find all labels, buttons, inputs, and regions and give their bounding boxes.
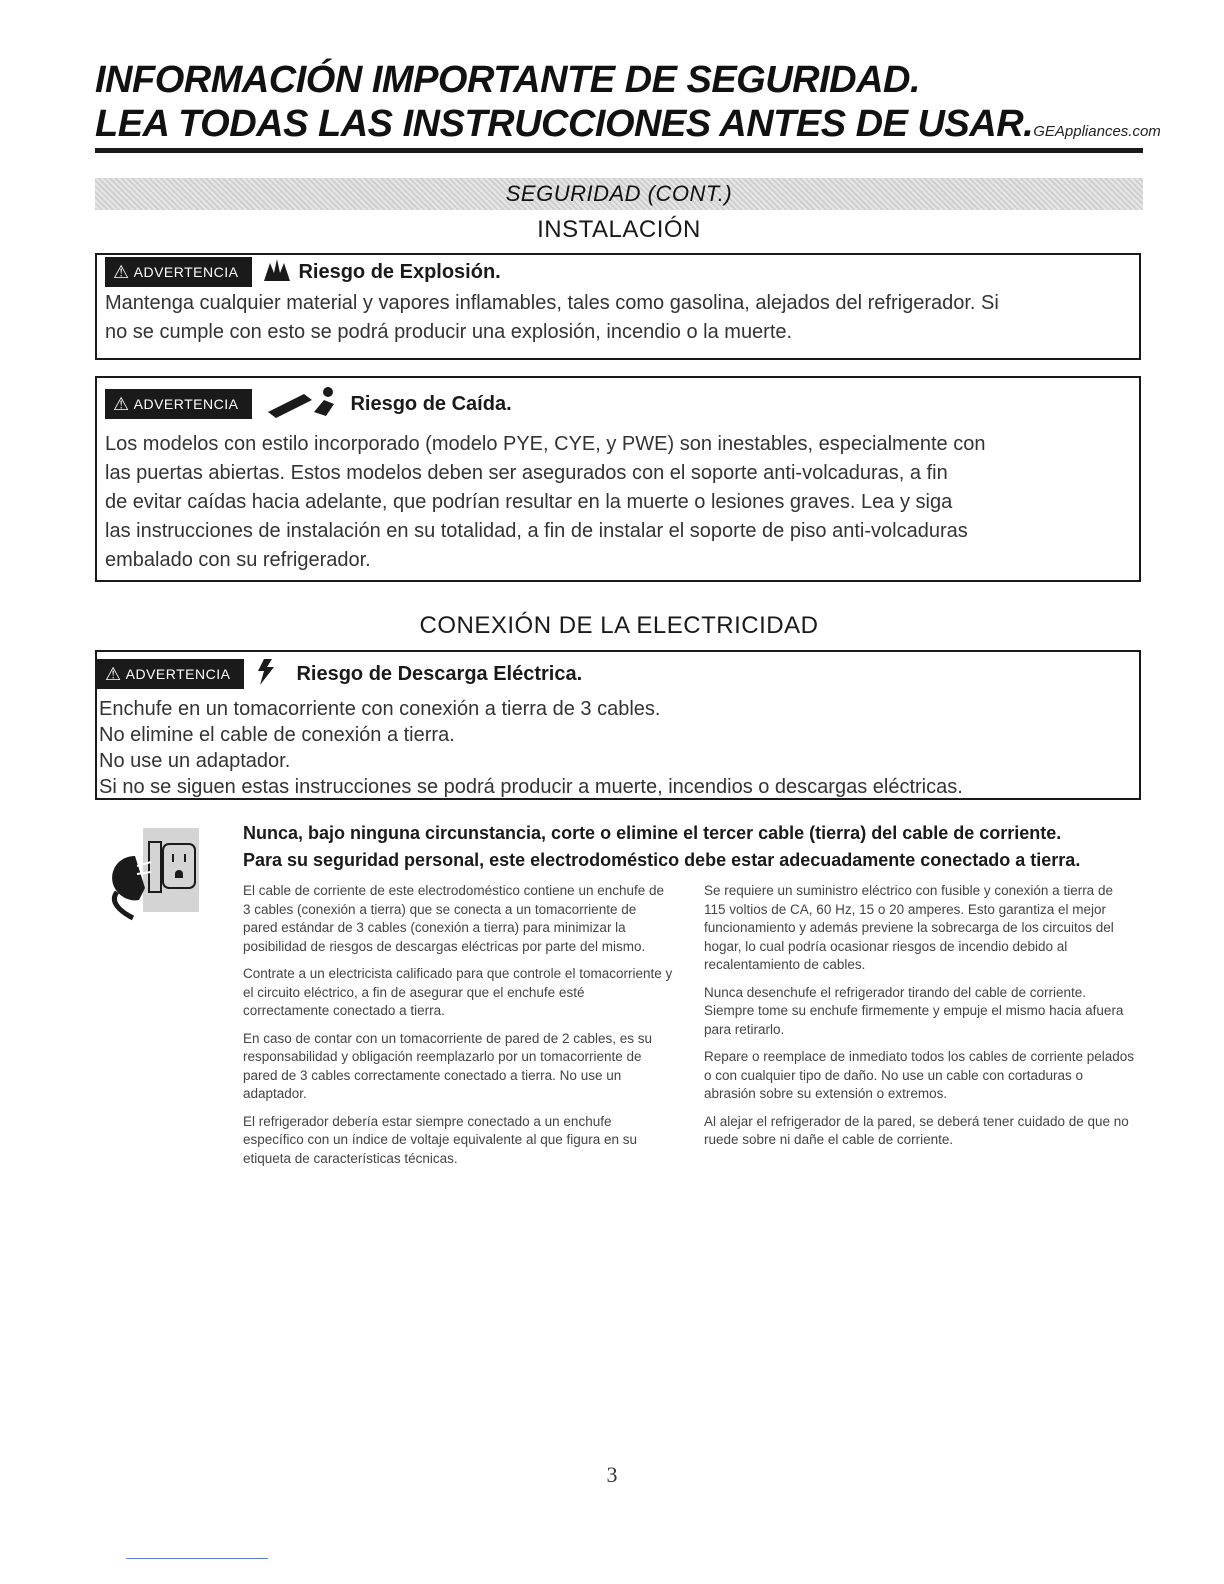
- warning-body: [97, 696, 1139, 806]
- warning-line: de evitar caídas hacia adelante, que podrían resultar en la muerte o lesiones graves. Lea y siga: [105, 491, 953, 513]
- warning-badge-label: ADVERTENCIA: [125, 666, 231, 682]
- section-band: [95, 178, 1143, 210]
- page-title-line2: LEA TODAS LAS INSTRUCCIONES ANTES DE USAR.: [95, 103, 1034, 145]
- warning-line: Si no se siguen estas instrucciones se podrá producir a muerte, incendios o descargas eléctricas.: [99, 776, 963, 798]
- warning-title: Riesgo de Caída.: [350, 392, 512, 415]
- warning-line: No elimine el cable de conexión a tierra.: [99, 724, 455, 746]
- paragraph: Repare o reemplace de inmediato todos los cables de corriente pelados o con cualquier tipo de daño. No use un cable con cortaduras o abrasión sobre su extensión o extremos.: [704, 1049, 1135, 1101]
- paragraph: El cable de corriente de este electrodoméstico contiene un enchufe de 3 cables (conexión a tierra) que se conecta a un tomacorriente de pared estándar de 3 cables (conexión a tierra) para minimizar la posibilidad de riesgos de descargas eléctricas por parte del mismo.: [243, 883, 665, 954]
- warning-triangle-icon: ⚠: [113, 262, 130, 282]
- warning-body: [97, 289, 1139, 353]
- paragraph: Contrate a un electricista calificado para que controle el tomacorriente y el circuito eléctrico, a fin de asegurar que el enchufe esté correctamente conectado a tierra.: [243, 966, 673, 1018]
- warning-badge-label: ADVERTENCIA: [133, 264, 239, 280]
- warning-line: las puertas abiertas. Estos modelos deben ser asegurados con el soporte anti-volcaduras, a fin: [105, 462, 948, 484]
- text-column-right: [704, 882, 1134, 1159]
- warning-header: [97, 378, 1139, 430]
- text-column-left: [243, 882, 673, 1177]
- paragraph: El refrigerador debería estar siempre conectado a un enchufe específico con un índice de voltaje equivalente al que figura en su etiqueta de características técnicas.: [243, 1113, 638, 1166]
- page-title-line1: INFORMACIÓN IMPORTANTE DE SEGURIDAD.: [95, 59, 921, 101]
- title-row2: [95, 102, 1161, 146]
- explosion-icon: [262, 257, 292, 288]
- warning-header: [97, 652, 1139, 696]
- paragraph: Se requiere un suministro eléctrico con fusible y conexión a tierra de 115 voltios de CA, 60 Hz, 15 o 20 amperes. Esto garantiza el mejor funcionamiento y además previene la sobrecarga de los circuitos del hogar, lo cual podría ocasionar riesgos de incendio debido al recalentamiento de cables.: [704, 883, 1114, 972]
- warning-title: Riesgo de Explosión.: [298, 260, 501, 283]
- warning-box-explosion: [95, 253, 1141, 360]
- bold-note-grounding: Para su seguridad personal, este electrodoméstico debe estar adecuadamente conectado a tierra.: [243, 850, 1081, 870]
- warning-box-electric-shock: [95, 650, 1141, 800]
- paragraph: Al alejar el refrigerador de la pared, se deberá tener cuidado de que no ruede sobre ni dañe el cable de corriente.: [704, 1113, 1129, 1147]
- warning-line: Mantenga cualquier material y vapores inflamables, tales como gasolina, alejados del refrigerador. Si: [105, 292, 999, 314]
- paragraph: Nunca desenchufe el refrigerador tirando del cable de corriente. Siempre tome su enchufe firmemente y empuje el mismo hacia afuera para retirarlo.: [704, 984, 1124, 1037]
- warning-line: embalado con su refrigerador.: [105, 549, 371, 571]
- warning-badge: [105, 257, 252, 287]
- bold-note-ground-wire: Nunca, bajo ninguna circunstancia, corte o elimine el tercer cable (tierra) del cable de corriente.: [243, 823, 1062, 843]
- site-url: GEAppliances.com: [1033, 123, 1161, 140]
- warning-line: las instrucciones de instalación en su totalidad, a fin de instalar el soporte de piso anti-volcaduras: [105, 520, 968, 542]
- page-number: 3: [606, 1462, 618, 1487]
- grounded-plug-illustration: [105, 822, 205, 922]
- footer-rule: [126, 1558, 268, 1559]
- warning-line: No use un adaptador.: [99, 750, 291, 772]
- document-header: [95, 58, 1161, 153]
- warning-badge-label: ADVERTENCIA: [133, 396, 239, 412]
- heading-electricidad: CONEXIÓN DE LA ELECTRICIDAD: [419, 612, 819, 639]
- section-band-label: SEGURIDAD (CONT.): [505, 181, 733, 206]
- warning-triangle-icon: ⚠: [113, 394, 130, 414]
- warning-badge: [97, 659, 244, 689]
- warning-triangle-icon: ⚠: [105, 664, 122, 684]
- tip-over-icon: [264, 382, 344, 427]
- warning-title: Riesgo de Descarga Eléctrica.: [296, 662, 583, 685]
- warning-body: [97, 430, 1139, 581]
- warning-badge: [105, 389, 252, 419]
- warning-line: Los modelos con estilo incorporado (modelo PYE, CYE, y PWE) son inestables, especialmente con: [105, 433, 986, 455]
- warning-box-tip-over: [95, 376, 1141, 582]
- warning-line: no se cumple con esto se podrá producir una explosión, incendio o la muerte.: [105, 321, 793, 343]
- warning-header: [97, 255, 1139, 289]
- title-divider: [95, 148, 1143, 153]
- paragraph: En caso de contar con un tomacorriente de pared de 2 cables, es su responsabilidad y obligación reemplazarlo por un tomacorriente de pared de 3 cables correctamente conectado a tierra. No use un adaptador.: [243, 1030, 653, 1101]
- warning-line: Enchufe en un tomacorriente con conexión a tierra de 3 cables.: [99, 698, 661, 720]
- heading-instalacion: INSTALACIÓN: [537, 216, 701, 243]
- electric-shock-icon: [254, 657, 282, 692]
